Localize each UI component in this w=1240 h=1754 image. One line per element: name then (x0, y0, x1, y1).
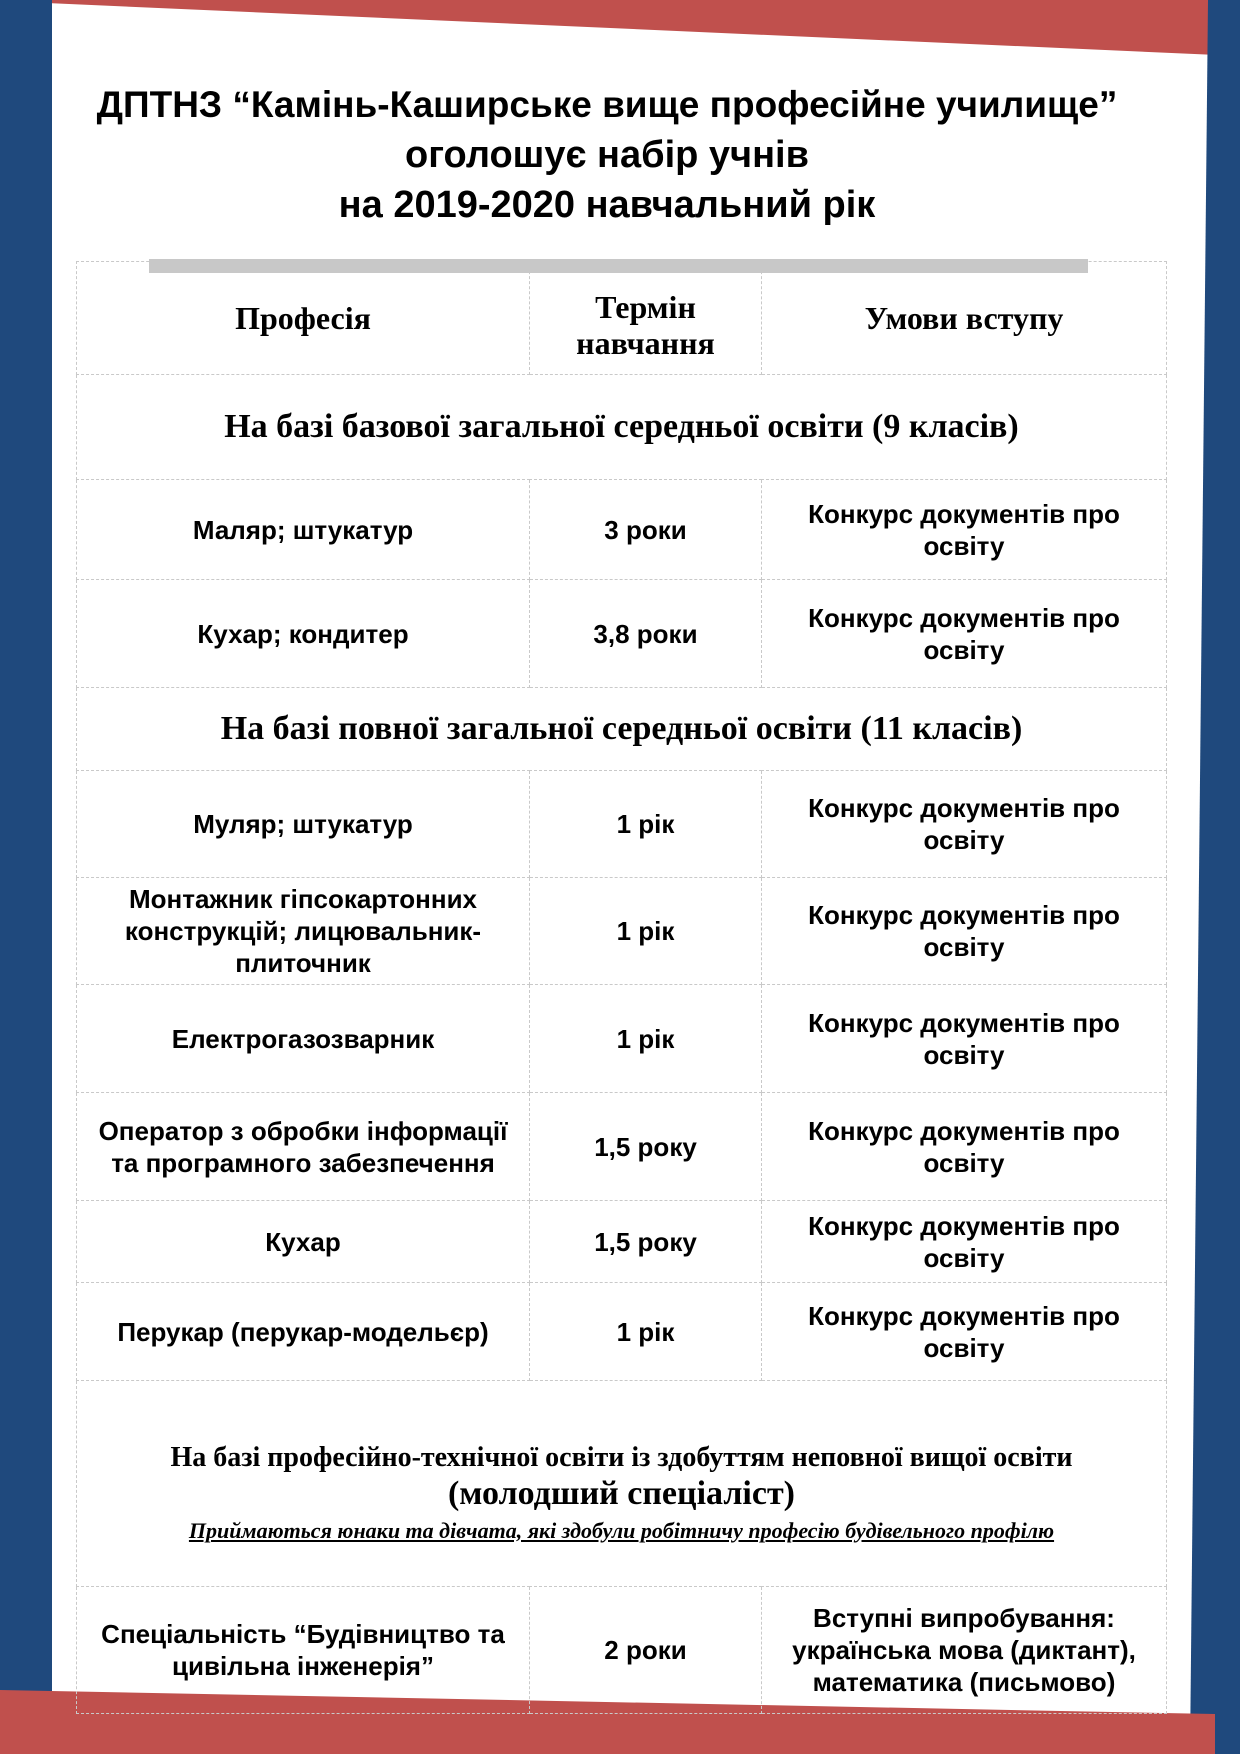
cell-profession: Монтажник гіпсокартонних конструкцій; лицювальник-плиточник (77, 878, 530, 985)
cell-profession: Перукар (перукар-модельєр) (77, 1283, 530, 1381)
title-line-1: ДПТНЗ “Камінь-Каширське вище професійне училище” (96, 84, 1118, 125)
header-conditions: Умови вступу (762, 262, 1167, 375)
cell-conditions: Конкурс документів про освіту (762, 1093, 1167, 1201)
cell-term: 1 рік (530, 1283, 762, 1381)
cell-profession: Муляр; штукатур (77, 771, 530, 878)
cell-profession: Маляр; штукатур (77, 480, 530, 580)
table-header-bar (149, 259, 1088, 273)
table-row (77, 985, 1167, 1093)
cell-profession: Електрогазозварник (77, 985, 530, 1093)
header-term: Термін навчання (530, 262, 762, 375)
cell-conditions: Конкурс документів про освіту (762, 1201, 1167, 1283)
title-line-2: оголошує набір учнів (405, 134, 809, 176)
header-profession: Професія (77, 262, 530, 375)
section-note: Приймаються юнаки та дівчата, які здобули робітничу професію будівельного профілю (188, 1517, 1055, 1543)
cell-term: 1 рік (530, 771, 762, 878)
section-title: На базі повної загальної середньої освіти (11 класів) (77, 688, 1167, 771)
cell-term: 2 роки (530, 1587, 762, 1714)
section-title: На базі професійно-технічної освіти із здобуттям неповної вищої освіти (170, 1441, 1073, 1473)
table-row (77, 878, 1167, 985)
cell-term: 3 роки (530, 480, 762, 580)
section-title: На базі базової загальної середньої освіти (9 класів) (77, 375, 1167, 480)
cell-conditions: Конкурс документів про освіту (762, 985, 1167, 1093)
section-header-junior-specialist (77, 1381, 1167, 1587)
cell-profession: Кухар; кондитер (77, 580, 530, 688)
table-row (77, 1587, 1167, 1714)
cell-term: 1 рік (530, 878, 762, 985)
page-title (60, 80, 1154, 230)
table-row (77, 580, 1167, 688)
cell-term: 1 рік (530, 985, 762, 1093)
table-row (77, 1093, 1167, 1201)
cell-profession: Спеціальність “Будівництво та цивільна інженерія” (77, 1587, 530, 1714)
cell-conditions: Конкурс документів про освіту (762, 878, 1167, 985)
cell-term: 1,5 року (530, 1093, 762, 1201)
cell-conditions: Конкурс документів про освіту (762, 480, 1167, 580)
table-header-row (77, 262, 1167, 375)
cell-term: 3,8 роки (530, 580, 762, 688)
cell-term: 1,5 року (530, 1201, 762, 1283)
table-row (77, 771, 1167, 878)
cell-conditions: Конкурс документів про освіту (762, 1283, 1167, 1381)
cell-conditions: Конкурс документів про освіту (762, 771, 1167, 878)
title-line-3: на 2019-2020 навчальний рік (338, 184, 876, 226)
cell-conditions: Конкурс документів про освіту (762, 580, 1167, 688)
cell-profession: Кухар (77, 1201, 530, 1283)
section-title-block (77, 1381, 1167, 1587)
section-header-9-grades (77, 375, 1167, 480)
table-row (77, 1201, 1167, 1283)
section-header-11-grades (77, 688, 1167, 771)
cell-profession: Оператор з обробки інформації та програмного забезпечення (77, 1093, 530, 1201)
section-subtitle: (молодший спеціаліст) (447, 1474, 795, 1512)
table-row (77, 1283, 1167, 1381)
admissions-table (76, 261, 1167, 1714)
table-row (77, 480, 1167, 580)
cell-conditions: Вступні випробування: українська мова (диктант), математика (письмово) (762, 1587, 1167, 1714)
